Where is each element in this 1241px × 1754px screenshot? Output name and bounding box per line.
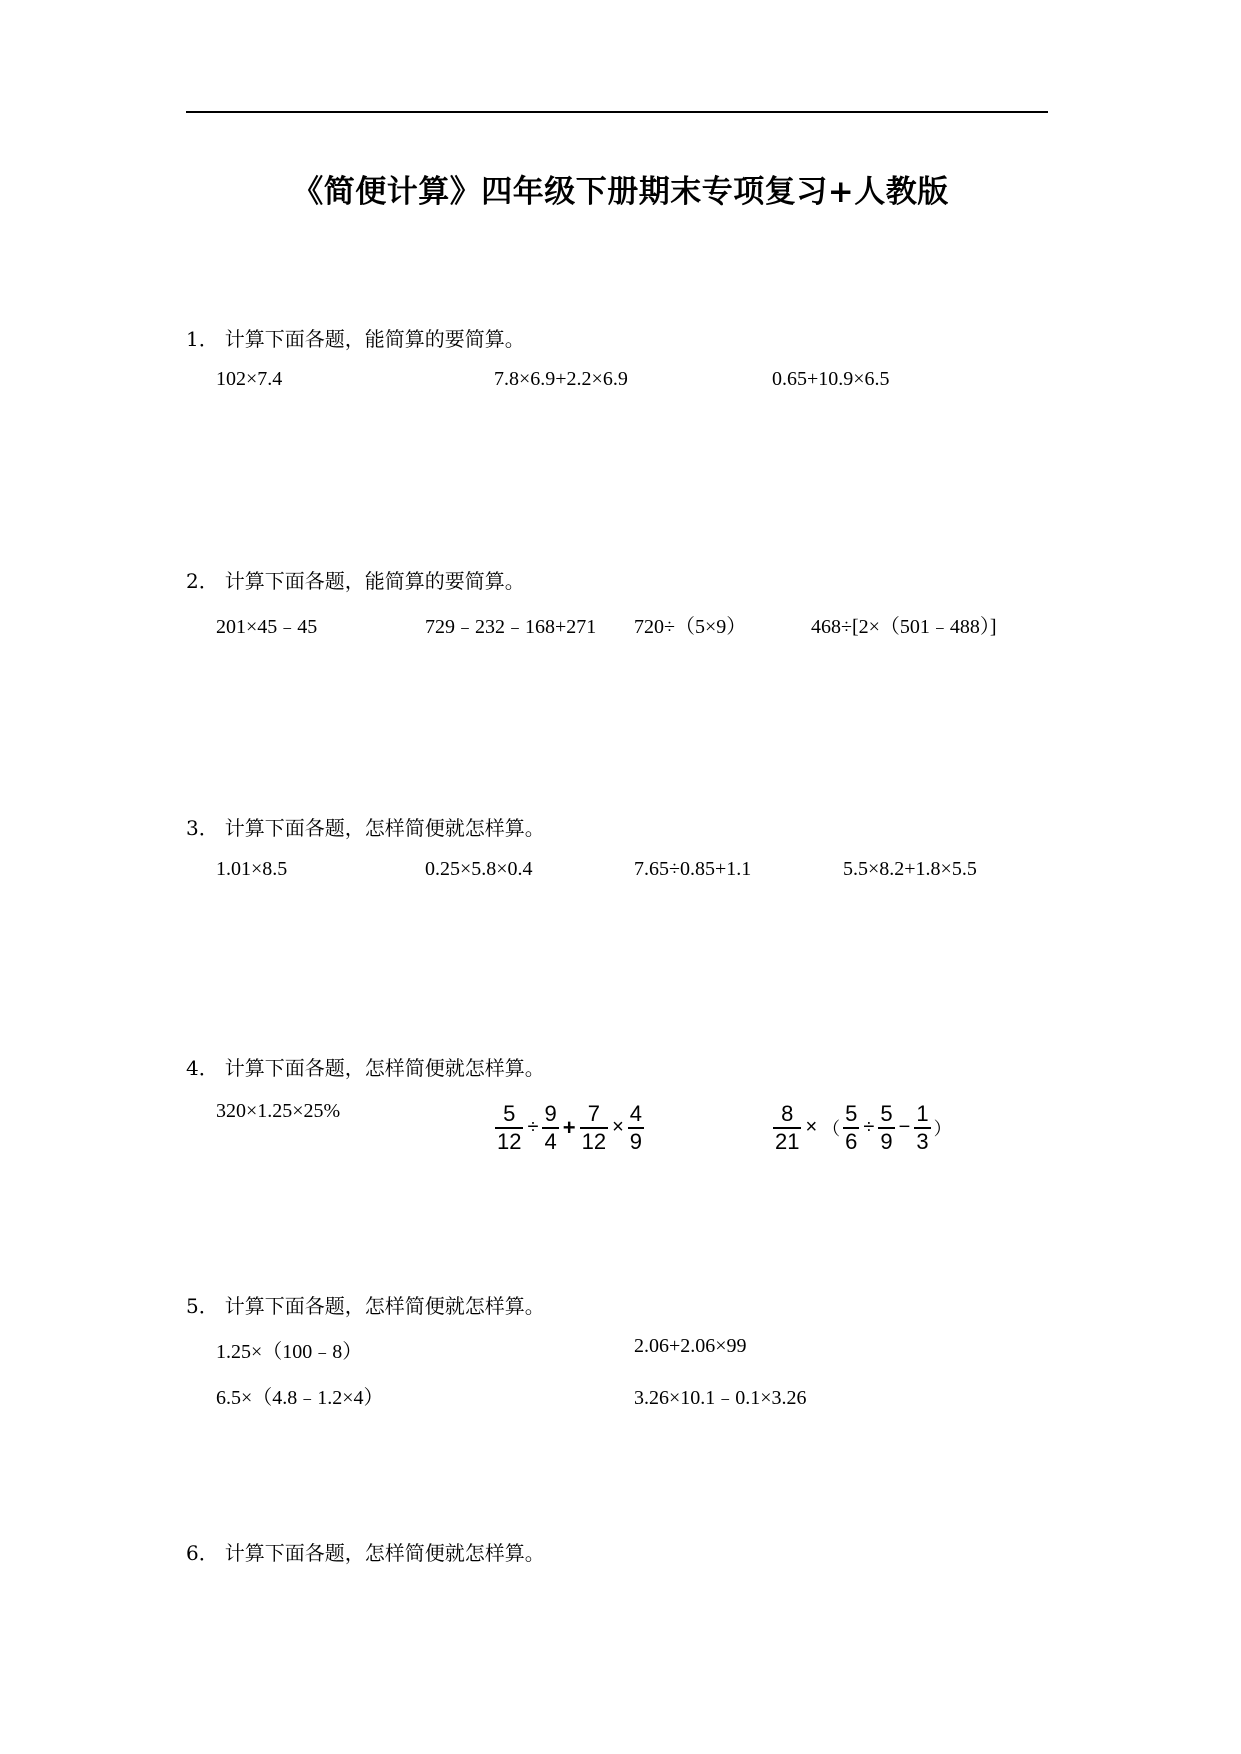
header-rule: [186, 111, 1048, 113]
q5-expression-1: 1.25×（100﹣8）: [216, 1341, 363, 1363]
q1-expression-1: 102×7.4: [216, 368, 283, 390]
question-5-prompt: 计算下面各题，怎样简便就怎样算。: [224, 1294, 545, 1318]
page-title: 《简便计算》四年级下册期末专项复习+人教版: [292, 174, 949, 210]
division-sign: ÷: [863, 1116, 875, 1139]
left-paren: （: [822, 1118, 841, 1139]
multiply-sign: ×: [805, 1116, 818, 1139]
question-4-number: 4．: [186, 1056, 219, 1080]
fraction: $\frac{4}{9}$: [629, 1101, 642, 1154]
question-3-number: 3．: [186, 816, 219, 840]
q2-expression-4: 468÷[2×（501﹣488）]: [811, 616, 997, 638]
q5-expression-4: 3.26×10.1﹣0.1×3.26: [634, 1387, 807, 1409]
q3-expression-2: 0.25×5.8×0.4: [425, 858, 533, 880]
question-6-number: 6．: [186, 1541, 219, 1565]
q4-expression-1: 320×1.25×25%: [216, 1100, 341, 1122]
q5-expression-2: 2.06+2.06×99: [634, 1335, 747, 1357]
division-sign: ÷: [527, 1116, 539, 1139]
fraction: $\frac{9}{4}$: [544, 1101, 557, 1154]
q1-expression-2: 7.8×6.9+2.2×6.9: [494, 368, 628, 390]
question-6-heading: [186, 1537, 545, 1566]
question-2-prompt: 计算下面各题，能简算的要简算。: [224, 569, 525, 593]
question-5-number: 5．: [186, 1294, 219, 1318]
q3-expression-4: 5.5×8.2+1.8×5.5: [843, 858, 977, 880]
question-1-prompt: 计算下面各题，能简算的要简算。: [224, 327, 525, 351]
q1-expression-3: 0.65+10.9×6.5: [772, 368, 890, 390]
question-2-number: 2．: [186, 569, 219, 593]
fraction: $\frac{5}{12}$: [497, 1101, 522, 1154]
fraction: $\frac{8}{21}$: [775, 1101, 800, 1154]
fraction: $\frac{5}{9}$: [880, 1101, 893, 1154]
minus-sign: −: [898, 1116, 911, 1139]
q4-expression-3: [772, 1101, 954, 1155]
question-2-heading: [186, 565, 525, 594]
right-paren: ）: [933, 1118, 952, 1139]
question-4-prompt: 计算下面各题，怎样简便就怎样算。: [224, 1056, 545, 1080]
question-1-heading: [186, 323, 525, 352]
multiply-sign: ×: [612, 1116, 624, 1139]
question-3-heading: [186, 812, 545, 841]
question-6-prompt: 计算下面各题，怎样简便就怎样算。: [224, 1541, 545, 1565]
q2-expression-2: 729﹣232﹣168+271: [425, 616, 597, 638]
question-3-prompt: 计算下面各题，怎样简便就怎样算。: [224, 816, 545, 840]
question-5-heading: [186, 1290, 545, 1319]
q3-expression-1: 1.01×8.5: [216, 858, 288, 880]
q5-expression-3: 6.5×（4.8﹣1.2×4）: [216, 1387, 384, 1409]
question-1-number: 1．: [186, 327, 219, 351]
fraction: $\frac{5}{6}$: [845, 1101, 858, 1154]
plus-sign: +: [562, 1114, 576, 1140]
q2-expression-3: 720÷（5×9）: [634, 616, 747, 638]
q3-expression-3: 7.65÷0.85+1.1: [634, 858, 752, 880]
q4-expression-2: [494, 1101, 645, 1155]
fraction: $\frac{7}{12}$: [581, 1101, 607, 1154]
q2-expression-1: 201×45﹣45: [216, 616, 318, 638]
question-4-heading: [186, 1052, 545, 1081]
fraction: $\frac{1}{3}$: [916, 1101, 929, 1154]
